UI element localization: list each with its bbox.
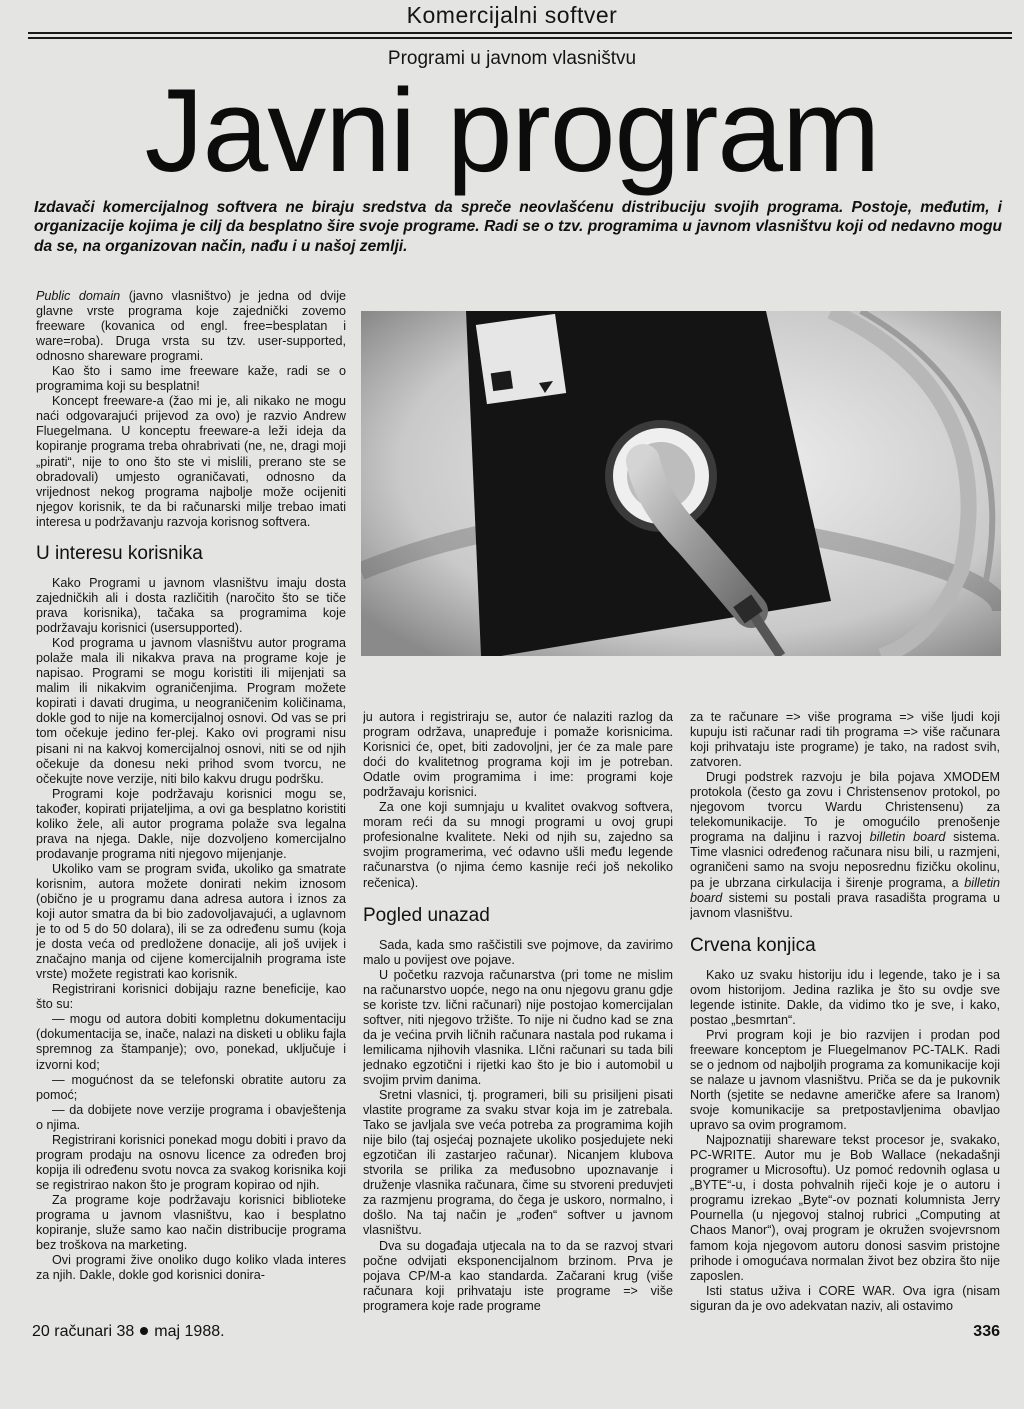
paragraph: Kako Programi u javnom vlasništvu imaju dosta zajedničkih ali i dosta različitih (naročito što se tiče prava korisnika), tačaka sa programima koje podržavaju korisnici (usersupported). bbox=[36, 576, 346, 636]
heading-pogled-unazad: Pogled unazad bbox=[363, 904, 490, 926]
paragraph-text: Drugi podstrek razvoju je bila pojava XMODEM protokola (često ga zovu i Christensenov protokol, po njegovom tvorcu Wardu Christensenu) za telekomunikacije. To je omogućilo prenošenje programa na daljinu i razvoj bbox=[690, 770, 1000, 845]
magazine-name: računari 38 bbox=[54, 1323, 135, 1340]
paragraph: Isti status uživa i CORE WAR. Ova igra (nisam siguran da je ovo adekvatan naziv, ali ostavimo bbox=[690, 1283, 1000, 1313]
article-subtitle: Programi u javnom vlasništvu bbox=[387, 48, 637, 69]
paragraph: ju autora i registriraju se, autor će nalaziti razlog da program održava, unapređuje i pomaže korisnicima. Korisnici će, opet, biti zadovoljni, jer će za male pare doći do kvalitetnog programa koji im je potreban. Odatle ovim programima i ime: programi koje podržavaju korisnici. bbox=[363, 710, 673, 800]
page-number-left: 20 bbox=[32, 1323, 50, 1340]
paragraph: Kao što i samo ime freeware kaže, radi se o programima koji su besplatni! bbox=[36, 364, 346, 394]
paragraph: Registrirani korisnici ponekad mogu dobiti i pravo da program prodaju na osnovu licence za određen broj kopija ili određenu svotu novca za svakog korisnika koji se registrirao nakon što je program kopirao od njih. bbox=[36, 1132, 346, 1192]
floppy-disk-photo bbox=[361, 311, 1001, 656]
header-rules bbox=[28, 32, 1012, 42]
paragraph: Registrirani korisnici dobijaju razne beneficije, kao što su: bbox=[36, 982, 346, 1012]
floppy-disk-image bbox=[361, 311, 1001, 656]
article-title: Javni program bbox=[144, 65, 880, 197]
paragraph: Najpoznatiji shareware tekst procesor je, svakako, PC-WRITE. Autor mu je Bob Wallace (nekadašnji programer u Microsoftu). Uz pomoć redovnih oglasa u „BYTE“-u, i dosta pohvalnih riječi koje je o autoru i programu izrekao „Byte“-ov poznati kolumnista Jerry Pournella (u njegovoj stalnoj rubrici „Computing at Chaos Manor“), ovaj program je okružen svojevrsnom famom koja njegovom autoru donosi sasvim pristojne prihode i omogućava normalan život bez obzira što nije zaposlen. bbox=[690, 1133, 1000, 1283]
bullet-dot-icon bbox=[140, 1327, 148, 1335]
page-footer bbox=[32, 1323, 225, 1341]
paragraph bbox=[36, 289, 346, 364]
heading-u-interesu-korisnika: U interesu korisnika bbox=[36, 543, 203, 564]
paragraph: Sretni vlasnici, tj. programeri, bili su prisiljeni pisati vlastite programe za svaku stvar koja im je zatrebala. Tako se javljala sve veća potreba za programima kojih nije bilo (taj osjećaj poznajete ukoliko posjedujete neki egzotičan ili zastarjeo računar). Nicanjem klubova stvorila se prilika za međusobno upoznavanje i druženje vlasnika računara, čime su stvoreni preduvjeti za razmjenu programa, do čega je uskoro, normalno, i došlo. Na taj način je „rođen“ softver u javnom vlasništvu. bbox=[363, 1088, 673, 1238]
paragraph: Koncept freeware-a (žao mi je, ali nikako ne mogu naći odgovarajući prijevod za ovo) je razvio Andrew Fluegelmana. U konceptu freeware-a leži ideja da kopiranje programa treba ohrabrivati (ne, ne, dragi moji „pirati“, nije to ono što ste vi mislili, prerano ste se obradovali) umjesto ograničavati, odnosno da vrijednost nekog programa najbolje može ocijeniti njegov korisnik, te da bi računarski milje trebao imati interesa u podržavanju razvoja korisnog softvera. bbox=[36, 394, 346, 529]
list-item: — da dobijete nove verzije programa i obavještenja o njima. bbox=[36, 1102, 346, 1132]
section-label: Komercijalni softver bbox=[406, 2, 618, 28]
column-2 bbox=[363, 710, 673, 1320]
paragraph-text: (javno vlasništvo) je jedna od dvije glavne vrste programa koje zajednički zovemo freeware (kovanica od engl. free=besplatan i ware=roba). Druga vrsta su tzv. user-supported, odnosno shareware programi. bbox=[36, 289, 346, 364]
paragraph: Za one koji sumnjaju u kvalitet ovakvog softvera, moram reći da su mnogi programi u ovoj grupi profesionalne kvalitete. Neki od njih su, zajedno sa svojim programerima, već odavno ušli među legende računarstva (o njima ćemo kasnije reći još nekoliko rečenica). bbox=[363, 800, 673, 890]
paragraph-text: sistemi su postali prava rasadišta programa u javnom vlasništvu. bbox=[690, 890, 1000, 920]
list-item: — mogućnost da se telefonski obratite autoru za pomoć; bbox=[36, 1072, 346, 1102]
column-1-body bbox=[36, 535, 346, 1320]
column-1-intro bbox=[36, 289, 346, 535]
paragraph: Ukoliko vam se program sviđa, ukoliko ga smatrate korisnim, autora možete donirati nekim iznosom (obično je u programu dana adresa autora i iznos za koji autor smatra da bi bio zadovoljavajući, a uglavnom je to od 5 do 50 dolara), ili se za određenu sumu (koja je dosta veća od predložene donacije, ali još uvijek i značajno manja od cijene komercijalnih programa iste vrste) možete registrati kao korisnik. bbox=[36, 861, 346, 982]
paragraph: Ovi programi žive onoliko dugo koliko vlada interes za njih. Dakle, dokle god korisnici donira- bbox=[36, 1253, 346, 1283]
paragraph-text: sistema. Time vlasnici određenog računara nisu bili, u razmjeni, ograničeni samo na svoju neposrednu fizičku okolinu, pa je ubrzana cirkulacija i širenje programa, a bbox=[690, 830, 1000, 890]
term-billetin-board: billetin board bbox=[690, 875, 1000, 905]
paragraph: Kako uz svaku historiju idu i legende, tako je i sa ovom historijom. Jedina razlika je što su ovdje sve legende istinite. Dakle, da vidimo tko je sve, i kako, postao „besmrtan“. bbox=[690, 967, 1000, 1027]
paragraph: U početku razvoja računarstva (pri tome ne mislim na računarstvo uopće, nego na onu njegovu granu gdje se koriste tzv. lični računari) nije postojao komercijalan softver, niti njegovo tržište. To nije ni čudno kad se zna da je većina prvih ličnih računara nastala pod rukama i lemilicama njihovih vlasnika. LIčni računari su tada bili jednako egzotični i rijetki kao što je bio i automobil u svojim prvim danima. bbox=[363, 967, 673, 1087]
paragraph: za te računare => više programa => više ljudi koji kupuju isti računar radi tih programa => više računara koji prihvataju iste programe) je tako, na radost svih, zatvoren. bbox=[690, 710, 1000, 770]
paragraph: Dva su događaja utjecala na to da se razvoj stvari počne odvijati eksponencijalnom brzinom. Prva je pojava CP/M-a kao standarda. Začarani krug (više računara koji prihvataju iste programe => više programera koje rade programe bbox=[363, 1238, 673, 1313]
column-3 bbox=[690, 710, 1000, 1320]
issue-date: maj 1988. bbox=[154, 1323, 225, 1340]
page-number-right: 336 bbox=[973, 1323, 1000, 1340]
term-public-domain: Public domain bbox=[36, 289, 121, 303]
article-lead: Izdavači komercijalnog softvera ne biraju sredstva da spreče neovlašćenu distribuciju svojih programa. Postoje, međutim, i organizacije kojima je cilj da besplatno šire svoje programe. Radi se o tzv. programima u javnom vlasništvu koji od nedavno mogu da se, na organizovan način, nađu i u našoj zemlji. bbox=[34, 199, 1002, 255]
heading-crvena-konjica: Crvena konjica bbox=[690, 934, 816, 956]
paragraph: Programi koje podržavaju korisnici mogu se, također, kopirati prijateljima, a ovi ga besplatno koristiti koliko žele, ali autor programa polaže sva legalna prava na njega. Dakle, nije dozvoljeno komercijalno prodavanje programa niti njegovo mijenjanje. bbox=[36, 786, 346, 861]
paragraph bbox=[690, 770, 1000, 920]
term-billetin-board: billetin board bbox=[869, 830, 946, 845]
paragraph: Prvi program koji je bio razvijen i prodan pod freeware konceptom je Fluegelmanov PC-TALK. Radi se o jednom od najboljih programa za komunikacije koji se nalaze u javnom vlasništvu. Priča se da je pukovnik North (sjetite se nedavne američke afere sa Iranom) svoje komunikacije sa pretpostavljenima obavljao upravo sa ovim programom. bbox=[690, 1027, 1000, 1133]
paragraph: Kod programa u javnom vlasništvu autor programa polaže mala ili nikakva prava na programe koje je napisao. Programi se mogu koristiti ili mijenjati sa malim ili nikakvim ograničenjima. Program možete kopirati i davati drugima, u neograničenim količinama, dokle god to nije na komercijalnoj osnovi. Od vas se pri tom očekuje jedino fer-plej. Kako ovi programi nisu pisani ni na kakvoj komercijalnoj osnovi, niti se od njih očekuje da donesu neki prihod svom tvorcu, ne očekujte nove verzije, niti bilo kakvu drugu podršku. bbox=[36, 636, 346, 786]
list-item: — mogu od autora dobiti kompletnu dokumentaciju (dokumentacija se, inače, nalazi na disketi u obliku fajla spremnog za štampanje); ovo, ponekad, uključuje i izvorni kod; bbox=[36, 1012, 346, 1072]
paragraph: Za programe koje podržavaju korisnici biblioteke programa u javnom vlasništvu, kao i besplatno kopiranje, služe samo kao način distribucije programa bez troškova na marketing. bbox=[36, 1192, 346, 1253]
paragraph: Sada, kada smo raščistili sve pojmove, da zavirimo malo u povijest ove pojave. bbox=[363, 937, 673, 967]
